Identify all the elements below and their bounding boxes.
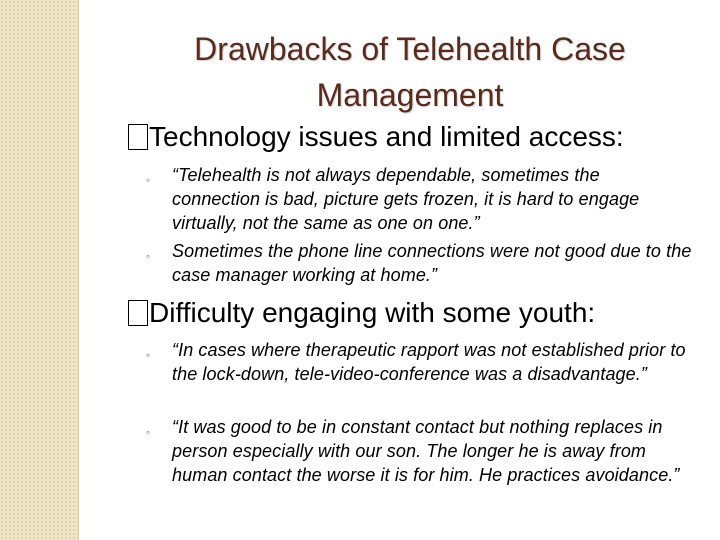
missing-glyph-box-icon — [128, 300, 148, 326]
sub-bullet — [146, 415, 706, 487]
slide-title — [110, 26, 710, 118]
sub-bullet-text: Sometimes the phone line connections were not good due to the case manager working at home.” — [172, 241, 692, 285]
slide-title-line-1: Drawbacks of Telehealth Case — [194, 31, 626, 67]
bullet-difficulty-engaging — [128, 296, 595, 330]
sub-bullet-marker-icon: ◦ — [146, 425, 151, 439]
sub-bullet-marker-icon: ◦ — [146, 173, 151, 187]
sub-bullet-text: “It was good to be in constant contact but nothing replaces in person especially with our son. The longer he is away from human contact the worse it is for him. He practices avoidance.” — [172, 417, 680, 485]
sub-bullet-text: “In cases where therapeutic rapport was not established prior to the lock-down, tele-video-conference was a disadvantage.” — [172, 340, 686, 384]
missing-glyph-box-icon — [128, 124, 148, 150]
sub-bullet — [146, 239, 706, 287]
bullet-text: Difficulty engaging with some youth: — [149, 297, 596, 328]
bullet-technology-issues — [128, 120, 624, 154]
bullet-text: Technology issues and limited access: — [149, 121, 624, 152]
sub-bullet — [146, 163, 706, 235]
sub-bullet-marker-icon: ◦ — [146, 249, 151, 263]
sub-bullet-marker-icon: ◦ — [146, 348, 151, 362]
slide-title-line-2: Management — [316, 77, 504, 113]
sub-bullet — [146, 338, 706, 386]
sub-bullet-text: “Telehealth is not always dependable, sometimes the connection is bad, picture gets frozen, it is hard to engage virtually, not the same as one on one.” — [172, 165, 640, 233]
decorative-side-strip — [0, 0, 78, 540]
side-divider — [78, 0, 79, 540]
